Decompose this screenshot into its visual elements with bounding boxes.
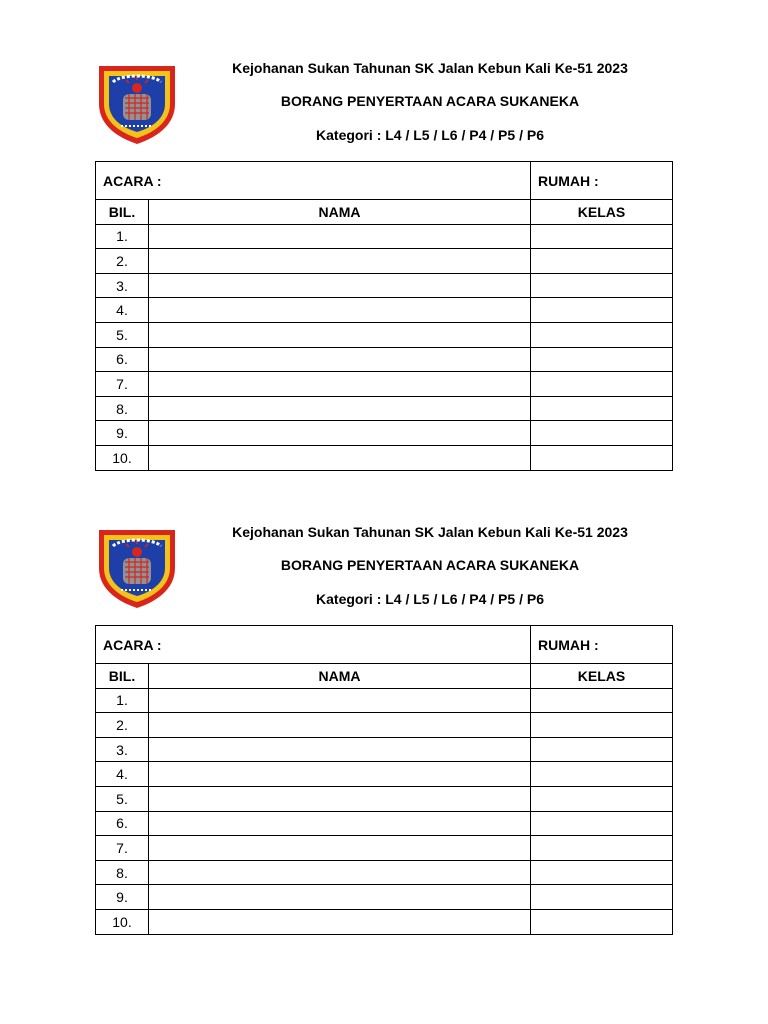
table-row (96, 737, 673, 762)
table-row (96, 688, 673, 713)
row-number: 8. (96, 396, 149, 421)
entry-table (95, 161, 673, 471)
table-row (96, 273, 673, 298)
table-row (96, 372, 673, 397)
entry-table (95, 625, 673, 935)
nama-cell[interactable] (149, 786, 531, 811)
row-number: 3. (96, 273, 149, 298)
acara-field[interactable]: ACARA : (96, 626, 531, 664)
row-number: 10. (96, 909, 149, 934)
kelas-cell[interactable] (531, 298, 673, 323)
nama-cell[interactable] (149, 713, 531, 738)
row-number: 9. (96, 421, 149, 446)
row-number: 5. (96, 786, 149, 811)
row-number: 7. (96, 372, 149, 397)
form-subtitle: BORANG PENYERTAAN ACARA SUKANEKA (280, 93, 580, 109)
nama-cell[interactable] (149, 860, 531, 885)
kelas-cell[interactable] (531, 885, 673, 910)
row-number: 6. (96, 347, 149, 372)
event-title: Kejohanan Sukan Tahunan SK Jalan Kebun Kali Ke-51 2023 (232, 524, 628, 540)
kelas-cell[interactable] (531, 421, 673, 446)
kelas-cell[interactable] (531, 811, 673, 836)
table-row (96, 713, 673, 738)
table-row (96, 786, 673, 811)
nama-cell[interactable] (149, 322, 531, 347)
nama-cell[interactable] (149, 273, 531, 298)
table-row (96, 885, 673, 910)
nama-cell[interactable] (149, 445, 531, 470)
table-row (96, 811, 673, 836)
row-number: 5. (96, 322, 149, 347)
kelas-cell[interactable] (531, 322, 673, 347)
kelas-cell[interactable] (531, 224, 673, 249)
table-row (96, 860, 673, 885)
category-line: Kategori : L4 / L5 / L6 / P4 / P5 / P6 (316, 591, 544, 607)
nama-cell[interactable] (149, 737, 531, 762)
row-number: 8. (96, 860, 149, 885)
event-title: Kejohanan Sukan Tahunan SK Jalan Kebun Kali Ke-51 2023 (232, 60, 628, 76)
table-row (96, 396, 673, 421)
nama-cell[interactable] (149, 762, 531, 787)
row-number: 2. (96, 249, 149, 274)
school-crest-icon (95, 524, 179, 610)
row-number: 4. (96, 762, 149, 787)
table-row (96, 445, 673, 470)
column-header-bil: BIL. (96, 664, 149, 689)
acara-field[interactable]: ACARA : (96, 162, 531, 200)
column-header-bil: BIL. (96, 200, 149, 225)
column-header-kelas: KELAS (531, 664, 673, 689)
kelas-cell[interactable] (531, 372, 673, 397)
table-row (96, 421, 673, 446)
row-number: 2. (96, 713, 149, 738)
column-header-nama: NAMA (149, 200, 531, 225)
school-crest-icon (95, 60, 179, 146)
kelas-cell[interactable] (531, 836, 673, 861)
column-header-kelas: KELAS (531, 200, 673, 225)
table-row (96, 224, 673, 249)
kelas-cell[interactable] (531, 273, 673, 298)
nama-cell[interactable] (149, 224, 531, 249)
table-row (96, 322, 673, 347)
kelas-cell[interactable] (531, 786, 673, 811)
row-number: 4. (96, 298, 149, 323)
nama-cell[interactable] (149, 421, 531, 446)
rumah-field[interactable]: RUMAH : (531, 162, 673, 200)
nama-cell[interactable] (149, 347, 531, 372)
kelas-cell[interactable] (531, 762, 673, 787)
row-number: 3. (96, 737, 149, 762)
kelas-cell[interactable] (531, 909, 673, 934)
table-row (96, 249, 673, 274)
kelas-cell[interactable] (531, 249, 673, 274)
nama-cell[interactable] (149, 298, 531, 323)
nama-cell[interactable] (149, 885, 531, 910)
row-number: 9. (96, 885, 149, 910)
nama-cell[interactable] (149, 688, 531, 713)
table-row (96, 836, 673, 861)
kelas-cell[interactable] (531, 688, 673, 713)
kelas-cell[interactable] (531, 445, 673, 470)
category-line: Kategori : L4 / L5 / L6 / P4 / P5 / P6 (316, 127, 544, 143)
row-number: 7. (96, 836, 149, 861)
row-number: 6. (96, 811, 149, 836)
row-number: 10. (96, 445, 149, 470)
row-number: 1. (96, 688, 149, 713)
kelas-cell[interactable] (531, 737, 673, 762)
kelas-cell[interactable] (531, 713, 673, 738)
table-row (96, 347, 673, 372)
kelas-cell[interactable] (531, 860, 673, 885)
nama-cell[interactable] (149, 909, 531, 934)
nama-cell[interactable] (149, 372, 531, 397)
table-row (96, 909, 673, 934)
column-header-nama: NAMA (149, 664, 531, 689)
table-row (96, 298, 673, 323)
kelas-cell[interactable] (531, 396, 673, 421)
rumah-field[interactable]: RUMAH : (531, 626, 673, 664)
nama-cell[interactable] (149, 396, 531, 421)
form-subtitle: BORANG PENYERTAAN ACARA SUKANEKA (280, 557, 580, 573)
row-number: 1. (96, 224, 149, 249)
table-row (96, 762, 673, 787)
nama-cell[interactable] (149, 249, 531, 274)
nama-cell[interactable] (149, 836, 531, 861)
nama-cell[interactable] (149, 811, 531, 836)
kelas-cell[interactable] (531, 347, 673, 372)
